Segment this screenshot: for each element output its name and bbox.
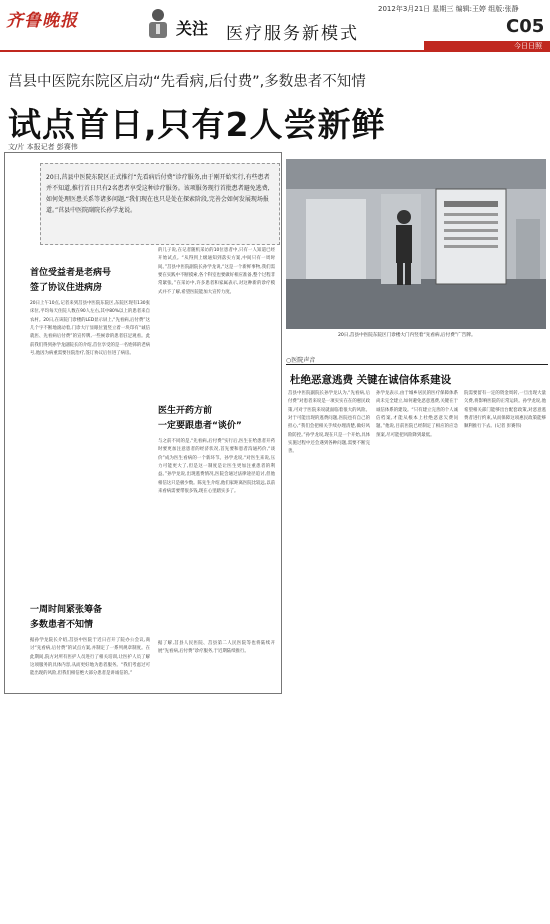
sidebar-label: ○医院声音 [286, 357, 316, 364]
sidebar-col-3-text: 院需要留有一定的资金周转,一旦出现大量欠费,将影响医院的正常运转。孙学龙说,他希望相关部门能够出台配套政策,对恶意逃费者进行约束,从而保障这项惠民政策能够顺利推行下去。(记者 彭赛伟) [464, 391, 546, 430]
article-kicker: 莒县中医院东院区启动“先看病,后付费”,多数患者不知情 [8, 74, 366, 90]
subhead-1b: 签了协议住进病房 [30, 283, 103, 293]
subhead-1a: 首位受益者是老病号 [30, 268, 112, 278]
column-1-bottom-text: 据孙学龙院长介绍,莒县中医院于近日召开了院办公会议,商讨“先看病,后付费”的试点方案,并制定了一系列规章制度。在此期间,院方对所有医护人员进行了相关培训,让医护人员了解这项服务的具体内容,从而更好地为患者服务。“我们考虑过可能出现的风险,但我们相信绝大部分患者是讲诚信的。” [30, 638, 150, 677]
column-2-text: 的儿子说,在记者随机采访的10位患者中,只有一人知道已经开始试点。“从得到上级通知到落实方案,中间只有一周时间。”莒县中医院副院长孙学龙说,“这是一个新鲜事物,我们需要在实践中不断摸索,各个科室也要做好相应准备,整个过程非常紧张。”在采访中,许多患者和家属表示,对这种新的诊疗模式并不了解,希望医院能加大宣传力度。 [158, 248, 275, 295]
subhead-3b: 多数患者不知情 [30, 620, 94, 630]
subhead-2a: 医生开药方前 [158, 406, 213, 416]
sidebar-col-1-text: 莒县中医院副院长孙学龙认为,“先看病,后付费”对患者来说是一项实实在在的惠民政策,可对于医院来说就面临着很大的风险。对于可能出现的逃费问题,医院也有自己的担心,“我们会把相关手续办理清楚,做好风险防控。”孙学龙说,现在只是一个开始,具体实施过程中还会遇到各种问题,需要不断完善。 [288, 391, 370, 455]
section-banner-label: 今日日照 [514, 42, 542, 50]
article-headline: 试点首日,只有2人尝新鲜 [8, 105, 386, 144]
column-2-bottom-text: 与之前不同的是,“先看病,后付费”实行后,医生在给患者开药时要更加注意患者的经济状况,首先要和患者沟通药价,“谈价”成为医生看病的一个新环节。孙学龙说,“对医生来说,压力可能更大了,但是这一制度是让医生更加注重患者的利益。”孙学龙说,出现逃费情况,医院会通过法律途径追讨,但他相信这只是极少数。陈先生介绍,他们家距离医院比较远,以前来看病需要带很多钱,现在心里踏实多了。 [158, 439, 275, 495]
news-photo [286, 159, 546, 329]
date-editor-line: 2012年3月21日 星期三 编辑:王婷 组版:张静 [378, 5, 519, 13]
sidebar-title: 杜绝恶意逃费 关键在诚信体系建设 [290, 374, 452, 386]
subhead-3a: 一周时间紧张筹备 [30, 605, 103, 615]
column-1-text: 20日上午10点,记者来到莒县中医院东院区,东院区现有130张床位,平均每天住院人数在90人左右,其中80%以上的患者来自农村。20日,在该院门诊楼的LED显示屏上,“先看病,后付费”这几个字不断地滚动着,门诊大厅显眼位置竖立着一块印有“诚信就医、先看病后付费”的宣传牌,一些候诊的患者驻足观看。此前我们得到孙学龙副院长的介绍,首位享受的是一名姓韩的老病号,他因为病重需要住院治疗,签订协议后住进了病房。 [30, 301, 150, 357]
column-2-last-text: 据了解,莒县人民医院、莒县第二人民医院等也将陆续开展“先看病,后付费”诊疗服务,于近期陆续推行。 [158, 641, 275, 655]
newspaper-logo: 齐鲁晚报 [6, 11, 78, 31]
sidebar-rule [286, 364, 548, 365]
doctor-illustration-icon [142, 6, 174, 40]
masthead-rule [0, 50, 550, 52]
hospital-lobby-photo-icon [286, 159, 546, 329]
sidebar-col-2-text: 孙学龙表示,由于城乡居民的医疗保障体系尚未完全建立,如何避免恶意逃费,关键在于诚信体系的建设。“只有建立完善的个人诚信档案,才能从根本上杜绝恶意欠费问题。”他说,目前医院已经制定了相应的应急预案,尽可能把风险降到最低。 [376, 391, 458, 438]
article-byline: 文/片 本报记者 彭赛伟 [8, 143, 78, 151]
masthead [0, 0, 550, 48]
subhead-2b: 一定要跟患者“谈价” [158, 421, 242, 431]
section-focus-label: 关注 [176, 19, 209, 38]
photo-caption: 20日,莒县中医院东院区门诊楼大门内竖着“先看病,后付费”广告牌。 [338, 333, 476, 338]
section-topic-label: 医疗服务新模式 [226, 24, 359, 44]
page-number: C05 [506, 16, 545, 37]
lead-paragraph: 20日,莒县中医院东院区正式推行“先看病后付费”诊疗服务,由于刚开始实行,有些患者并不知道,推行首日只有2名患者享受这种诊疗服务。该项服务现行首批患者避免逃费,如何处理医患关系等诸多问题,“我们现在也只是处在探索阶段,完善会如何发展现场报道。”莒县中医院副院长孙学龙说。 [46, 174, 270, 214]
